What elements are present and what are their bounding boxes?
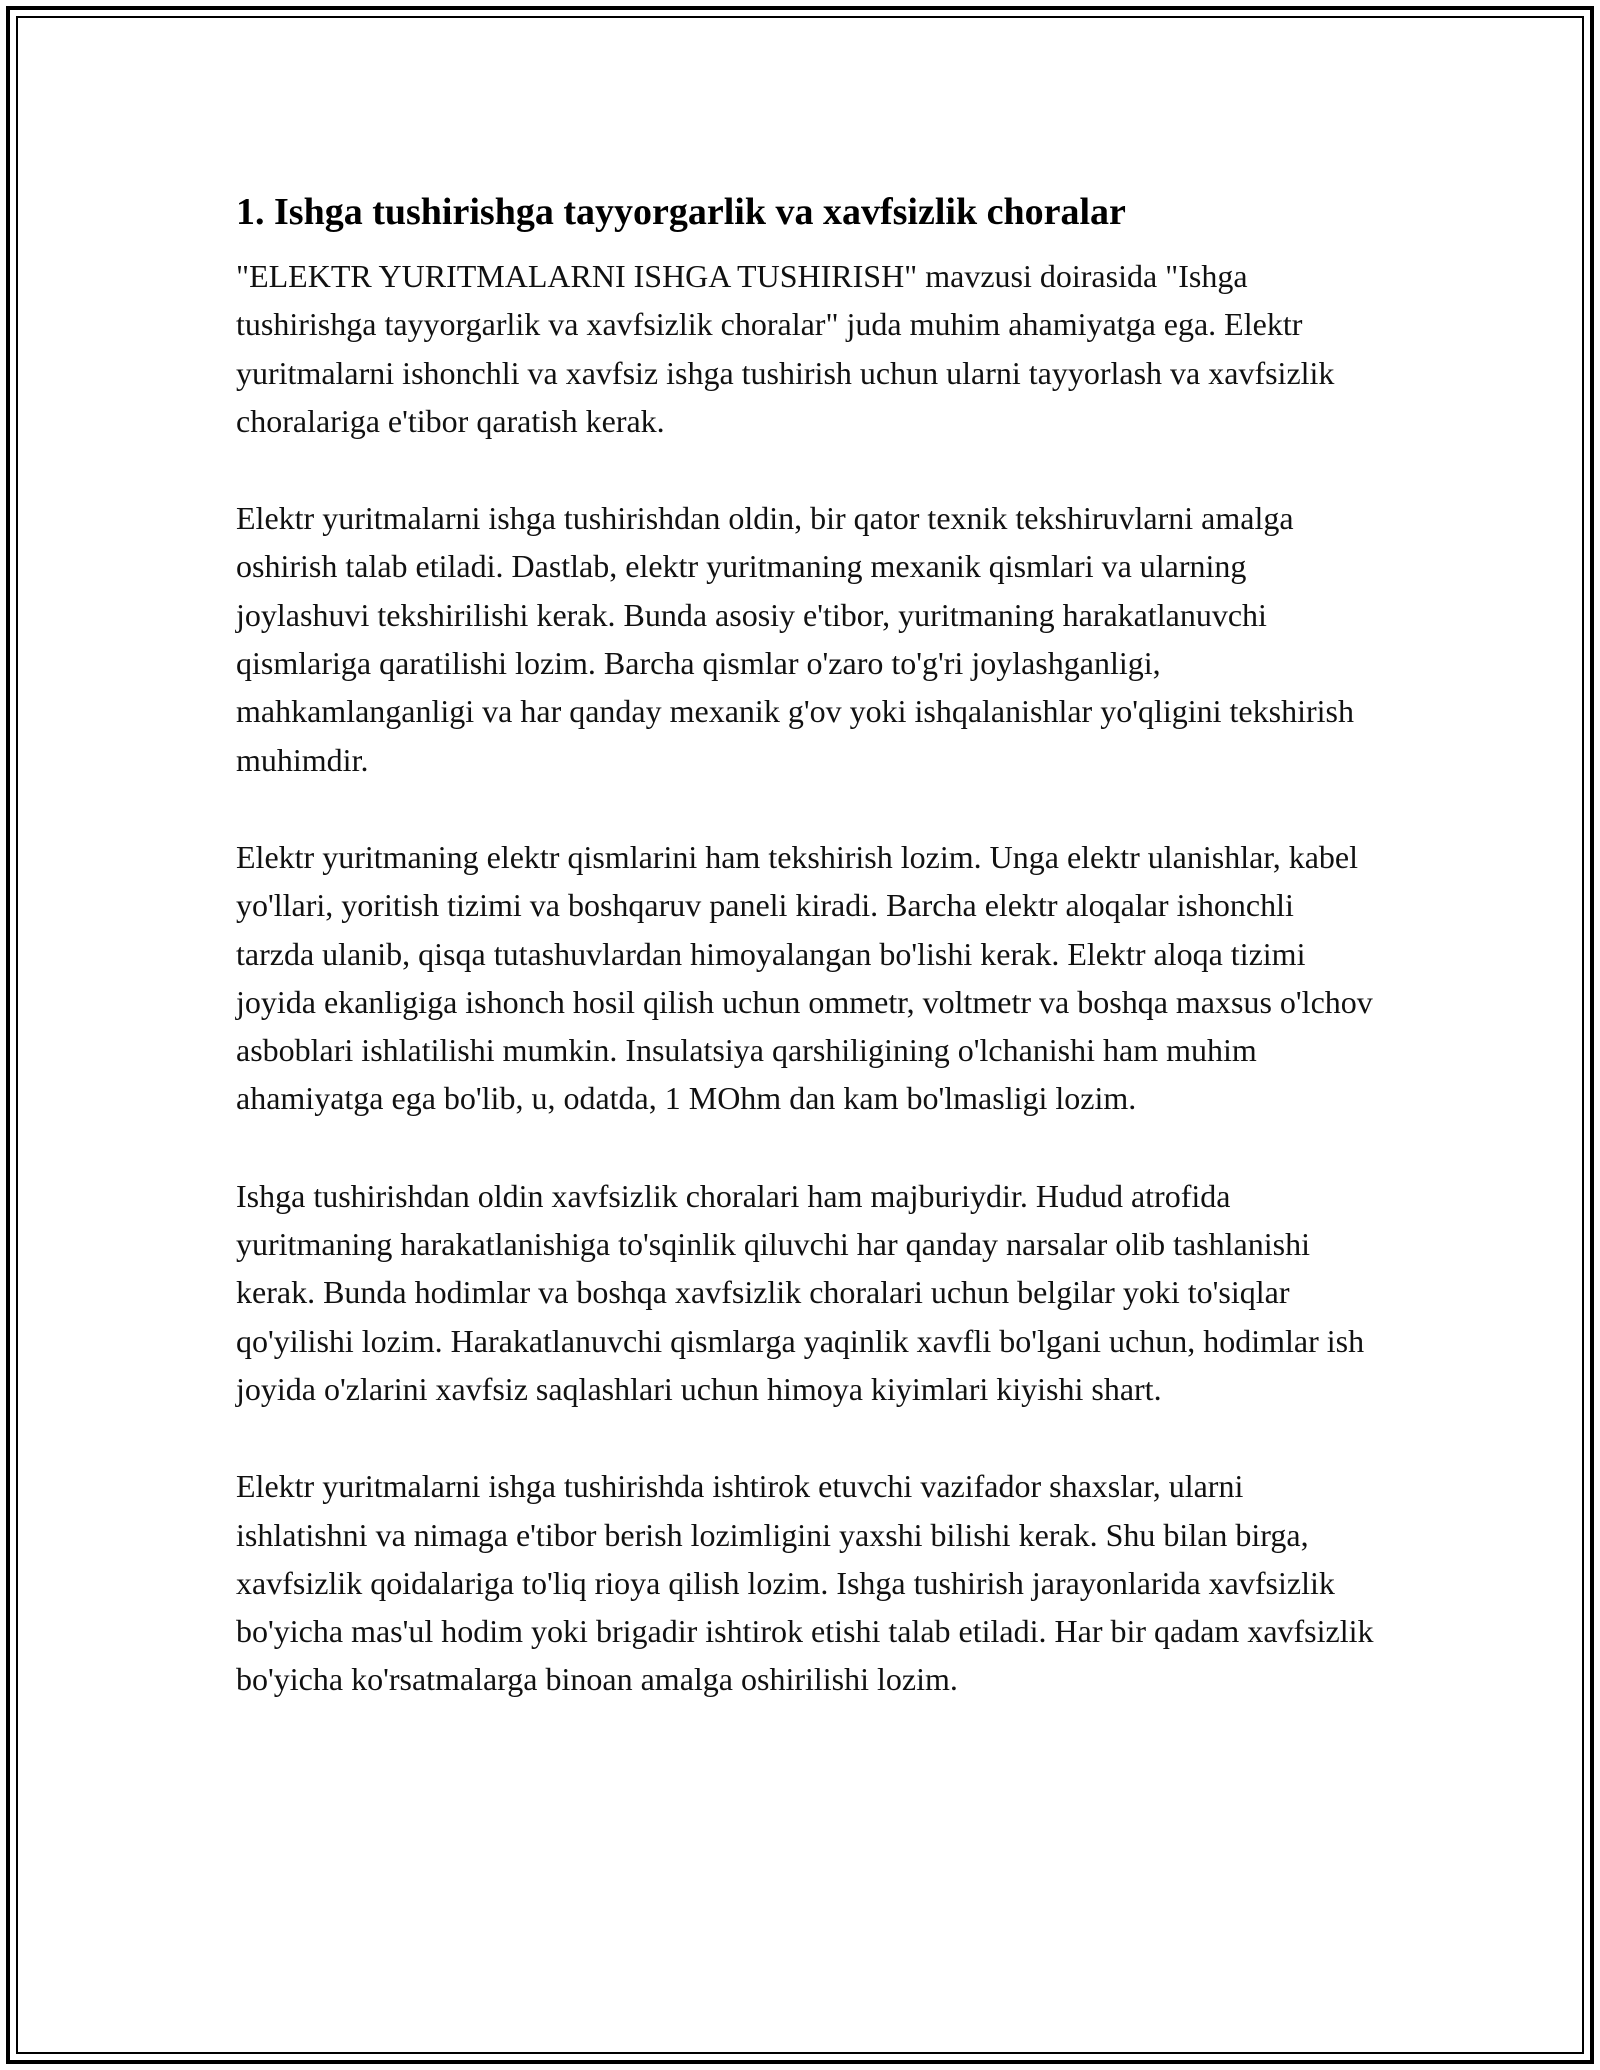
paragraph-responsible-personnel: Elektr yuritmalarni ishga tushirishda ishtirok etuvchi vazifador shaxslar, ularni ishlatishni va nimaga e'tibor berish lozimligini yaxshi bilishi kerak. Shu bilan birga, xavfsizlik qoidalariga to'liq rioya qilish lozim. Ishga tushirish jarayonlarida xavfsizlik bo'yicha mas'ul hodim yoki brigadir ishtirok etishi talab etiladi. Har bir qadam xavfsizlik bo'yicha ko'rsatmalarga binoan amalga oshirilishi lozim. xyxy=(236,1468,1374,1698)
section-heading: 1. Ishga tushirishga tayyorgarlik va xavfsizlik choralar xyxy=(236,191,1126,233)
paragraph-electrical-checks: Elektr yuritmaning elektr qismlarini ham tekshirish lozim. Unga elektr ulanishlar, kabel yo'llari, yoritish tizimi va boshqaruv paneli kiradi. Barcha elektr aloqalar ishonchli tarzda ulanib, qisqa tutashuvlardan himoyalangan bo'lishi kerak. Elektr aloqa tizimi joyida ekanligiga ishonch hosil qilish uchun ommetr, voltmetr va boshqa maxsus o'lchov asboblari ishlatilishi mumkin. Insulatsiya qarshiligining o'lchanishi ham muhim ahamiyatga ega bo'lib, u, odatda, 1 MOhm dan kam bo'lmasligi lozim. xyxy=(236,838,1373,1117)
paragraph-mechanical-checks: Elektr yuritmalarni ishga tushirishdan oldin, bir qator texnik tekshiruvlarni amalga oshirish talab etiladi. Dastlab, elektr yuritmaning mexanik qismlari va ularning joylashuvi tekshirilishi kerak. Bunda asosiy e'tibor, yuritmaning harakatlanuvchi qismlariga qaratilishi lozim. Barcha qismlar o'zaro to'g'ri joylashganligi, mahkamlanganligi va har qanday mexanik g'ov yoki ishqalanishlar yo'qligini tekshirish muhimdir. xyxy=(236,500,1354,778)
document-body xyxy=(236,186,1376,1753)
paragraph-safety-measures: Ishga tushirishdan oldin xavfsizlik choralari ham majburiydir. Hudud atrofida yuritmaning harakatlanishiga to'sqinlik qiluvchi har qanday narsalar olib tashlanishi kerak. Bunda hodimlar va boshqa xavfsizlik choralari uchun belgilar yoki to'siqlar qo'yilishi lozim. Harakatlanuvchi qismlarga yaqinlik xavfli bo'lgani uchun, hodimlar ish joyida o'zlarini xavfsiz saqlashlari uchun himoya kiyimlari kiyishi shart. xyxy=(236,1177,1365,1407)
paragraph-intro: "ELEKTR YURITMALARNI ISHGA TUSHIRISH" mavzusi doirasida "Ishga tushirishga tayyorgarlik va xavfsizlik choralar" juda muhim ahamiyatga ega. Elektr yuritmalarni ishonchli va xavfsiz ishga tushirish uchun ularni tayyorlash va xavfsizlik choralariga e'tibor qaratish kerak. xyxy=(236,258,1335,439)
